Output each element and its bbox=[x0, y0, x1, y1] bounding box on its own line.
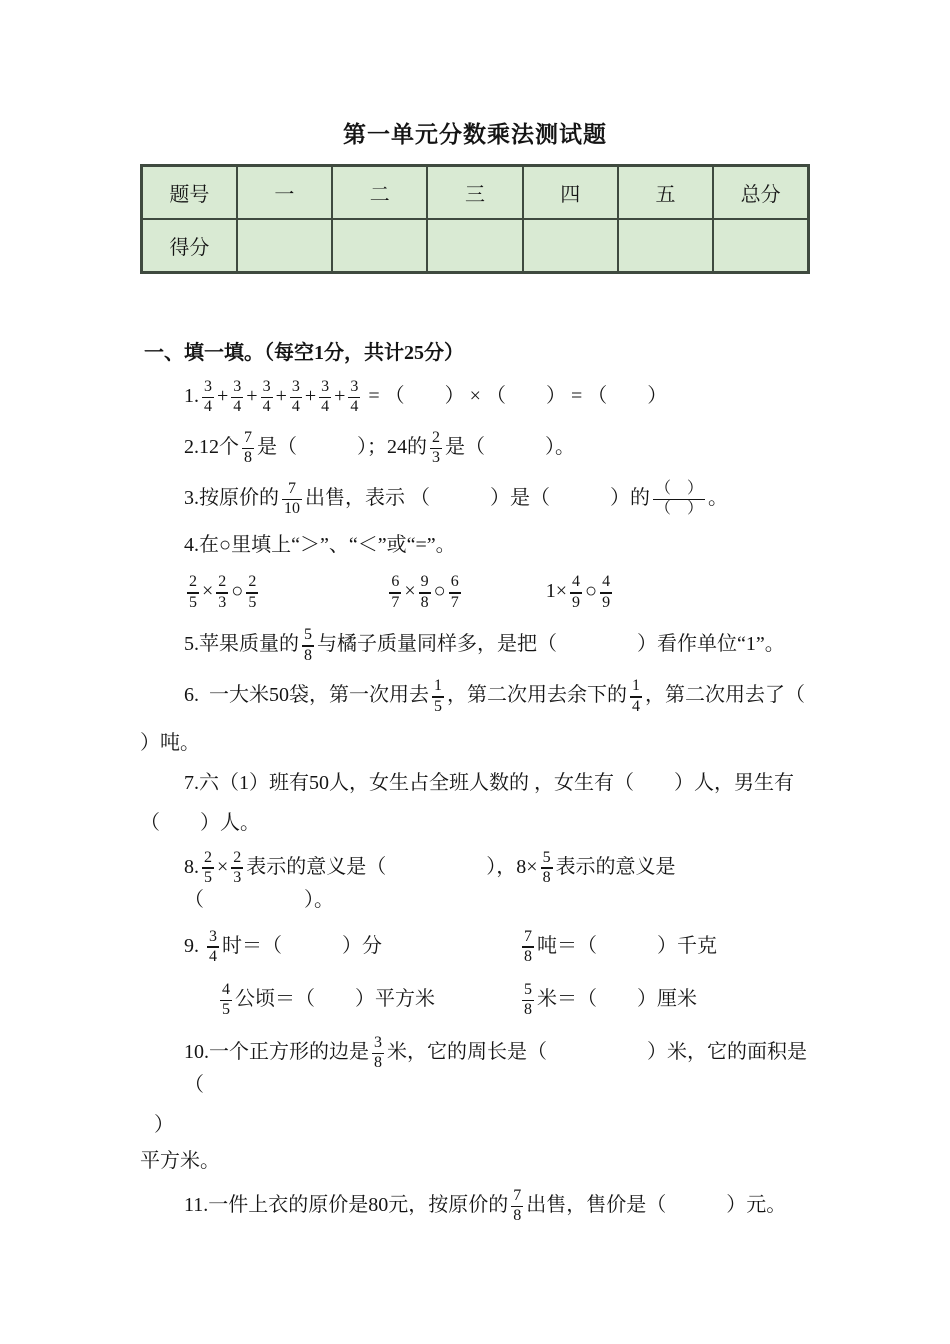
question-9-item-4: $\frac{5}{8}$ 米＝（ ）厘米 bbox=[524, 980, 697, 1019]
question-7: 7.六（1）班有50人，女生占全班人数的 ，女生有（ ）人，男生有 bbox=[184, 771, 794, 794]
question-10: 10.一个正方形的边是 $\frac{3}{8}$ 米，它的周长是（ ）米，它的面积是（ bbox=[184, 1033, 807, 1096]
question-2: 2.12个 $\frac{7}{8}$ 是（ ）；24的 $\frac{2}{3}$ 是（ ）。 bbox=[184, 429, 575, 467]
fraction: $\frac{3}{4}$ bbox=[209, 927, 217, 965]
fraction: $\frac{3}{4}$ bbox=[204, 378, 212, 416]
comparison-item-3: 1× $\frac{4}{9}$ ○ $\frac{4}{9}$ bbox=[545, 573, 611, 611]
fraction: $\frac{4}{9}$ bbox=[572, 573, 581, 611]
score-value-cell bbox=[427, 219, 522, 273]
section-1-heading: 一、填一填。（每空1分，共计25分） bbox=[144, 342, 464, 364]
fraction: $\frac{3}{4}$ bbox=[233, 378, 242, 416]
fraction: $\frac{4}{5}$ bbox=[222, 980, 230, 1019]
question-9-item-2: $\frac{7}{8}$ 吨＝（ ）千克 bbox=[524, 927, 717, 965]
question-9-row-1 bbox=[140, 929, 810, 966]
score-table-header-cell: 总分 bbox=[713, 166, 808, 220]
score-table-score-row bbox=[142, 219, 809, 273]
question-10-continuation-paren: ） bbox=[154, 1113, 174, 1136]
fraction: $\frac{3}{4}$ bbox=[321, 378, 330, 416]
fraction: $\frac{1}{5}$ bbox=[434, 677, 442, 715]
fraction: $\frac{4}{9}$ bbox=[602, 573, 611, 611]
score-row-label: 得分 bbox=[142, 219, 237, 273]
fraction: $\frac{2}{3}$ bbox=[218, 573, 227, 611]
fraction: $\frac{7}{10}$ bbox=[284, 480, 300, 518]
score-table-header-cell: 一 bbox=[237, 166, 332, 220]
question-10-continuation: 平方米。 bbox=[140, 1149, 220, 1172]
fraction: $\frac{( )}{( )}$ bbox=[655, 480, 704, 518]
question-4-comparisons bbox=[140, 574, 810, 611]
score-value-cell bbox=[713, 219, 808, 273]
question-3: 3.按原价的 $\frac{7}{10}$ 出售，表示 （ ）是（ ）的 $\frac{( )}{( )}$ 。 bbox=[184, 480, 729, 518]
fraction: $\frac{9}{8}$ bbox=[420, 573, 429, 611]
score-table-header-cell: 四 bbox=[523, 166, 618, 220]
question-6-continuation: ）吨。 bbox=[140, 731, 200, 754]
question-8: 8. $\frac{2}{5}$ × $\frac{2}{3}$ 表示的意义是（ ），8× $\frac{5}{8}$ 表示的意义是（ ）。 bbox=[184, 848, 676, 911]
question-7-continuation: （ ）人。 bbox=[140, 811, 260, 834]
score-value-cell bbox=[523, 219, 618, 273]
fraction: $\frac{6}{7}$ bbox=[391, 573, 400, 611]
fraction: $\frac{2}{3}$ bbox=[233, 848, 242, 886]
fraction: $\frac{7}{8}$ bbox=[524, 927, 532, 965]
page-title: 第一单元分数乘法测试题 bbox=[343, 122, 607, 147]
comparison-item-1: $\frac{2}{5}$ × $\frac{2}{3}$ ○ $\frac{2}{5}$ bbox=[189, 573, 257, 611]
fraction: $\frac{7}{8}$ bbox=[244, 429, 252, 467]
score-table-header-cell: 二 bbox=[332, 166, 427, 220]
score-table-header-cell: 三 bbox=[427, 166, 522, 220]
fraction: $\frac{2}{3}$ bbox=[432, 429, 440, 467]
score-value-cell bbox=[618, 219, 713, 273]
fraction: $\frac{1}{4}$ bbox=[632, 677, 640, 715]
fraction: $\frac{3}{8}$ bbox=[374, 1033, 382, 1072]
fraction: $\frac{3}{4}$ bbox=[262, 378, 271, 416]
fraction: $\frac{2}{5}$ bbox=[248, 573, 257, 611]
fraction: $\frac{6}{7}$ bbox=[450, 573, 459, 611]
question-9-item-3: $\frac{4}{5}$ 公顷＝（ ）平方米 bbox=[222, 980, 435, 1019]
question-6: 6. 一大米50袋，第一次用去 $\frac{1}{5}$ ，第二次用去余下的 $\frac{1}{4}$ ，第二次用去了（ bbox=[184, 677, 805, 715]
fraction: $\frac{3}{4}$ bbox=[350, 378, 359, 416]
question-11: 11.一件上衣的原价是80元，按原价的 $\frac{7}{8}$ 出售，售价是（ ）元。 bbox=[184, 1186, 787, 1225]
score-table bbox=[140, 164, 810, 274]
question-9-item-1: 9. $\frac{3}{4}$ 时＝（ ）分 bbox=[184, 927, 382, 965]
score-table-header-cell: 五 bbox=[618, 166, 713, 220]
question-1: 1. $\frac{3}{4}$ + $\frac{3}{4}$ + $\frac{3}{4}$ + $\frac{3}{4}$ + $\frac{3}{4}$ + $\frac{3}{4}$ = （ ） × （ ） = （ ） bbox=[184, 378, 668, 416]
fraction: $\frac{2}{5}$ bbox=[204, 848, 212, 886]
score-table-header-row bbox=[142, 166, 809, 220]
fraction: $\frac{2}{5}$ bbox=[189, 573, 197, 611]
comparison-item-2: $\frac{6}{7}$ × $\frac{9}{8}$ ○ $\frac{6}{7}$ bbox=[391, 573, 459, 611]
score-table-header-cell: 题号 bbox=[142, 166, 237, 220]
question-4: 4.在○里填上“＞”、“＜”或“=”。 bbox=[184, 534, 456, 557]
fraction: $\frac{5}{8}$ bbox=[542, 848, 551, 886]
score-value-cell bbox=[237, 219, 332, 273]
fraction: $\frac{7}{8}$ bbox=[513, 1186, 522, 1225]
fraction: $\frac{5}{8}$ bbox=[304, 626, 312, 664]
question-5: 5.苹果质量的 $\frac{5}{8}$ 与橘子质量同样多，是把（ ）看作单位“1”。 bbox=[184, 626, 785, 664]
fraction: $\frac{5}{8}$ bbox=[524, 980, 532, 1019]
question-9-row-2 bbox=[140, 982, 810, 1019]
score-value-cell bbox=[332, 219, 427, 273]
fraction: $\frac{3}{4}$ bbox=[291, 378, 300, 416]
